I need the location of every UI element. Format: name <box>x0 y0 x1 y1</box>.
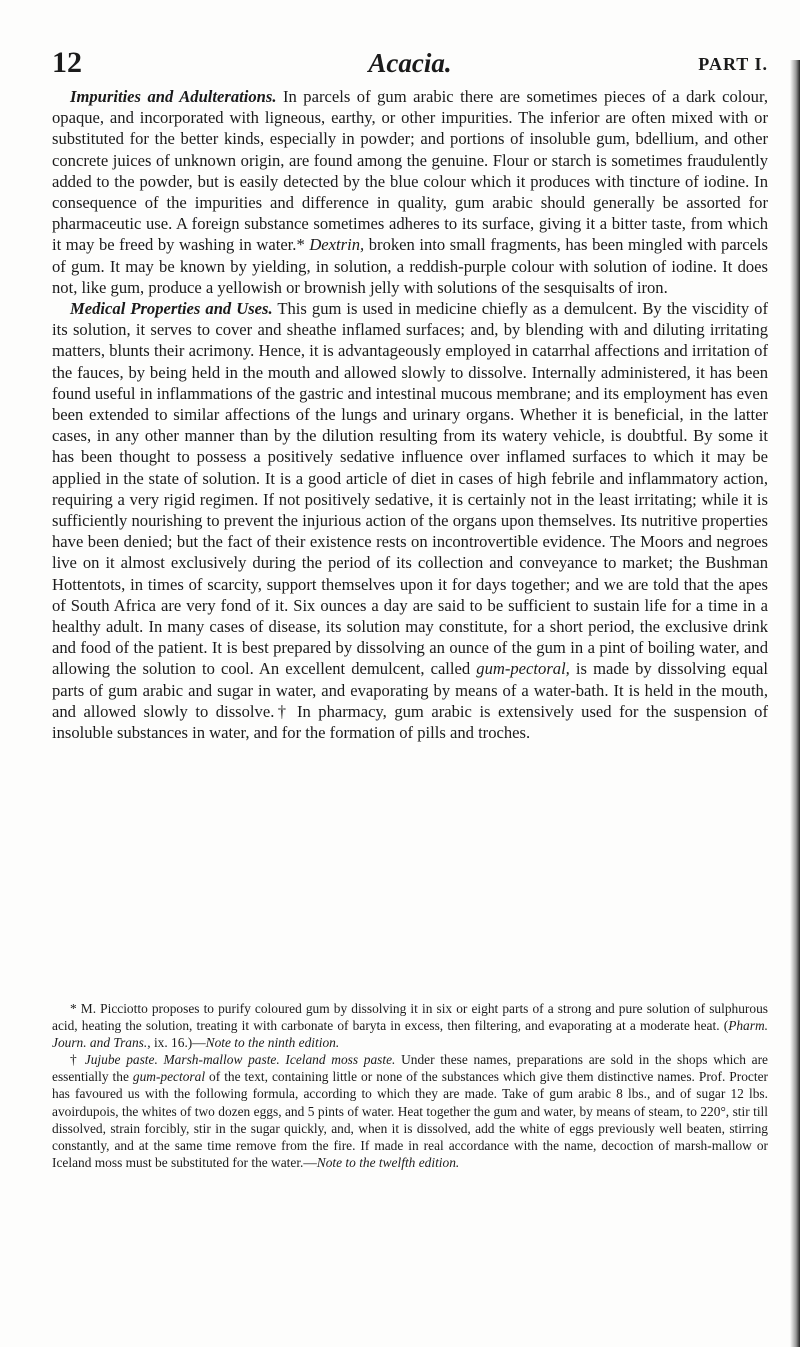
text-run: , ix. 16.)— <box>147 1035 206 1051</box>
paragraph-medical-properties <box>52 298 768 743</box>
page-edge-shadow <box>790 60 800 1347</box>
section-heading-impurities: Impurities and Adulterations. <box>70 87 277 106</box>
italic-term: Jujube paste. Marsh-mallow paste. Iceland moss paste. <box>84 1052 396 1068</box>
italic-citation: Pharm. Journ. and Trans. <box>52 1018 768 1051</box>
italic-term: gum-pectoral, <box>476 659 570 679</box>
text-run: is made by dissolving equal parts of gum arabic and sugar in water, and evaporating by means of a water-bath. It is held in the mouth, and allowed slowly to dissolve.† In pharmacy, gum arabic is extensively used for the suspension of insoluble substances in water, and for the formation of pills and troches. <box>52 659 768 743</box>
paragraph-impurities <box>52 86 768 298</box>
footnotes <box>52 1000 768 1171</box>
italic-note: Note to the ninth edition. <box>205 1035 340 1051</box>
footnote-dagger <box>52 1051 768 1171</box>
running-title: Acacia. <box>368 48 452 78</box>
text-run: In parcels of gum arabic there are sometimes pieces of a dark colour, opaque, and incorporated with ligneous, earthy, or other impurities. The inferior are often mixed with or substituted for the better kinds, especially in powder; and portions of insoluble gum, bdellium, and other concrete juices of unknown origin, are found among the genuine. Flour or starch is sometimes fraudulently added to the powder, but is easily detected by the blue colour which it produces with tincture of iodine. In consequence of the impurities and difference in quality, gum arabic should generally be assorted for pharmaceutic use. A foreign substance sometimes adheres to its surface, giving it a bitter taste, from which it may be freed by washing in water.* <box>52 87 768 255</box>
text-run: broken into small fragments, has been mingled with parcels of gum. It may be known by yielding, in solution, a reddish-purple colour with solution of iodine. It does not, like gum, produce a yellowish or brownish jelly with solutions of the sesquisalts of iron. <box>52 235 769 297</box>
page-header <box>52 46 768 86</box>
italic-term: gum-pectoral <box>132 1069 206 1085</box>
text-run: † <box>70 1052 85 1068</box>
part-label: PART I. <box>698 54 768 74</box>
text-run: of the text, containing little or none of the substances which give them distinctive names. Prof. Procter has favoured us with the following formula, according to which they are made. Take of gum arabic 8 lbs., and of sugar 12 lbs. avoirdupois, the whites of two dozen eggs, and 5 pints of water. Heat together the gum and water, by means of steam, to 220°, stir till dissolved, strain forcibly, stir in the sugar quickly, and, when it is dissolved, add the white of eggs previously well beaten, stirring constantly, and at the same time remove from the fire. If made in real accordance with the name, decoction of marsh-mallow or Iceland moss must be substituted for the water.— <box>52 1069 768 1170</box>
body-text <box>52 86 768 743</box>
italic-note: Note to the twelfth edition. <box>316 1154 460 1170</box>
text-run: Under these names, preparations are sold in the shops which are essentially the <box>52 1052 769 1085</box>
section-heading-medical: Medical Properties and Uses. <box>70 299 273 319</box>
text-run: This gum is used in medicine chiefly as a demulcent. By the viscidity of its solution, it serves to cover and sheathe inflamed surfaces; and, by blending with and diluting irritating matters, blunts their acrimony. Hence, it is advantageously employed in catarrhal affections and irritation of the fauces, by being held in the mouth and allowed slowly to dissolve. Internally administered, it has been found useful in inflammations of the gastric and intestinal mucous membrane; and its employment has even been extended to similar affections of the lungs and urinary organs. Whether it is beneficial, in the latter cases, in any other manner than by the dilution resulting from its watery vehicle, is doubtful. By some it has been thought to possess a positively sedative influence over inflamed surfaces to which it may be applied in the state of solution. It is a good article of diet in cases of high febrile and inflammatory action, requiring a very rigid regimen. If not positively sedative, it is certainly not in the least irritating; while it is sufficiently nourishing to prevent the injurious action of the organs upon themselves. Its nutritive properties have been denied; but the fact of their existence rests on incontrovertible evidence. The Moors and negroes live on it almost exclusively during the period of its collection and conveyance to market; the Bushman Hottentots, in times of scarcity, support themselves upon it for days together; and we are told that the apes of South Africa are very fond of it. Six ounces a day are said to be sufficient to sustain life for a time in a healthy adult. In many cases of disease, its solution may constitute, for a short period, the exclusive drink and food of the patient. It is best prepared by dissolving an ounce of the gum in a pint of boiling water, and allowing the solution to cool. An excellent demulcent, called <box>52 299 768 679</box>
footnote-asterisk <box>52 1000 768 1051</box>
italic-term: Dextrin, <box>309 235 365 255</box>
page-number: 12 <box>52 46 82 79</box>
text-run: * M. Picciotto proposes to purify coloured gum by dissolving it in six or eight parts of a strong and pure solution of sulphurous acid, heating the solution, treating it with carbonate of baryta in excess, then filtering, and evaporating at a moderate heat. ( <box>52 1001 768 1034</box>
